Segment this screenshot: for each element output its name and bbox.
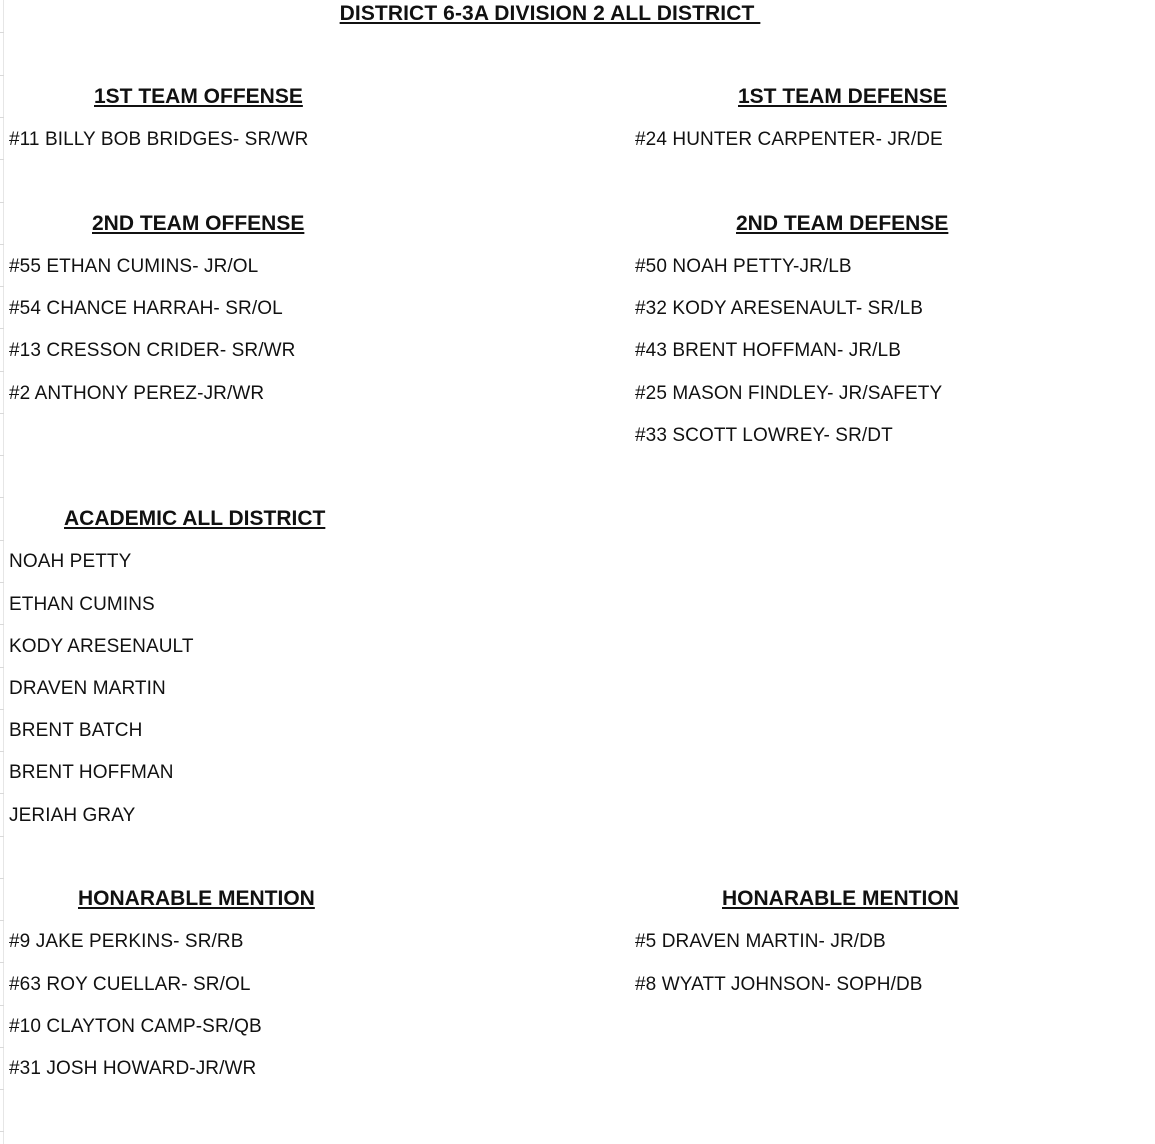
list-item: #31 JOSH HOWARD-JR/WR	[9, 1058, 257, 1079]
grid-edge	[0, 0, 4, 1144]
row-divider	[0, 244, 4, 245]
list-item: #55 ETHAN CUMINS- JR/OL	[9, 256, 259, 277]
list-item: #10 CLAYTON CAMP-SR/QB	[9, 1016, 262, 1037]
row-divider	[0, 793, 4, 794]
list-item: ETHAN CUMINS	[9, 594, 155, 615]
row-divider	[0, 624, 4, 625]
list-item: #43 BRENT HOFFMAN- JR/LB	[635, 340, 901, 361]
list-item: #8 WYATT JOHNSON- SOPH/DB	[635, 974, 923, 995]
row-divider	[0, 878, 4, 879]
page-title: DISTRICT 6-3A DIVISION 2 ALL DISTRICT	[339, 2, 761, 25]
row-divider	[0, 32, 4, 33]
list-item: #32 KODY ARESENAULT- SR/LB	[635, 298, 924, 319]
row-divider	[0, 455, 4, 456]
heading-academic-all-district: ACADEMIC ALL DISTRICT	[64, 507, 326, 530]
row-divider	[0, 413, 4, 414]
row-divider	[0, 1131, 4, 1132]
list-item: #11 BILLY BOB BRIDGES- SR/WR	[9, 129, 309, 150]
row-divider	[0, 582, 4, 583]
heading-2nd-team-defense: 2ND TEAM DEFENSE	[736, 212, 949, 235]
row-divider	[0, 202, 4, 203]
row-divider	[0, 117, 4, 118]
row-divider	[0, 920, 4, 921]
list-item: #13 CRESSON CRIDER- SR/WR	[9, 340, 296, 361]
heading-1st-team-offense: 1ST TEAM OFFENSE	[94, 85, 303, 108]
row-divider	[0, 75, 4, 76]
list-item: NOAH PETTY	[9, 551, 132, 572]
row-divider	[0, 328, 4, 329]
row-divider	[0, 709, 4, 710]
list-item: #63 ROY CUELLAR- SR/OL	[9, 974, 251, 995]
heading-1st-team-defense: 1ST TEAM DEFENSE	[738, 85, 947, 108]
row-divider	[0, 962, 4, 963]
list-item: #54 CHANCE HARRAH- SR/OL	[9, 298, 283, 319]
row-divider	[0, 159, 4, 160]
row-divider	[0, 667, 4, 668]
list-item: JERIAH GRAY	[9, 805, 136, 826]
list-item: #9 JAKE PERKINS- SR/RB	[9, 931, 244, 952]
list-item: BRENT BATCH	[9, 720, 143, 741]
list-item: #33 SCOTT LOWREY- SR/DT	[635, 425, 893, 446]
list-item: #24 HUNTER CARPENTER- JR/DE	[635, 129, 943, 150]
heading-2nd-team-offense: 2ND TEAM OFFENSE	[92, 212, 305, 235]
list-item: #5 DRAVEN MARTIN- JR/DB	[635, 931, 886, 952]
row-divider	[0, 836, 4, 837]
list-item: #2 ANTHONY PEREZ-JR/WR	[9, 383, 265, 404]
row-divider	[0, 751, 4, 752]
row-divider	[0, 540, 4, 541]
row-divider	[0, 1089, 4, 1090]
list-item: #25 MASON FINDLEY- JR/SAFETY	[635, 383, 943, 404]
heading-honorable-mention-defense: HONARABLE MENTION	[722, 887, 959, 910]
list-item: KODY ARESENAULT	[9, 636, 194, 657]
row-divider	[0, 497, 4, 498]
row-divider	[0, 1005, 4, 1006]
list-item: BRENT HOFFMAN	[9, 762, 174, 783]
row-divider	[0, 371, 4, 372]
list-item: DRAVEN MARTIN	[9, 678, 166, 699]
list-item: #50 NOAH PETTY-JR/LB	[635, 256, 852, 277]
heading-honorable-mention-offense: HONARABLE MENTION	[78, 887, 315, 910]
row-divider	[0, 286, 4, 287]
row-divider	[0, 1047, 4, 1048]
